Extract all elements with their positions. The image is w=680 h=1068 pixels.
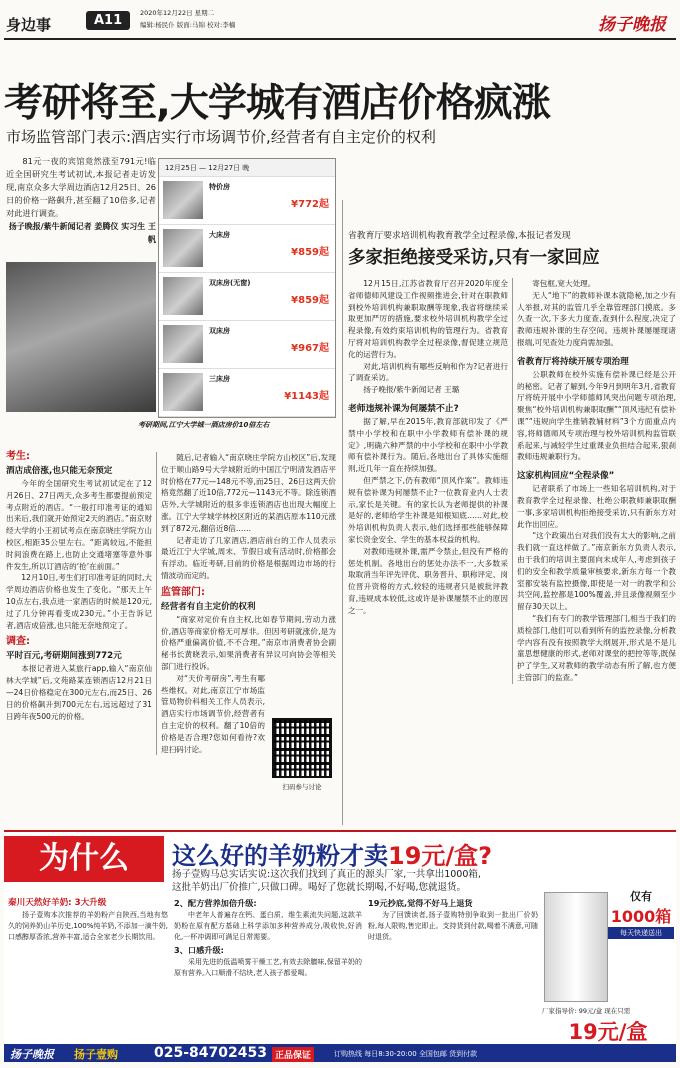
issue-date: 2020年12月22日 星期二 (140, 9, 215, 17)
story2-para: “这个政策出台对我们没有太大的影响,之前我们就一直这样做了。”南京新东方负责人表示,由于我们的培训主要面向未成年人,考虑到孩子们的安全和教学质量审核要求,新东方每一个教室都安装有监控摄像,即使是一对一的教学和公共空间,监控都是100%覆盖,并且录像视频至少留存30天以上。 (517, 531, 676, 612)
subhead-campaign: 省教育厅将持续开展专项治理 (517, 356, 629, 367)
story1-para: 对“天价考研房”,考生有哪些维权。对此,南京江宁市场监管局物价科相关工作人员表示,酒店实行市场调节价,经营者有自主定价的权利。翻了10倍的价格是否合理?您如何看待?欢迎扫码讨论。 (161, 673, 265, 754)
hotel-row[interactable] (159, 273, 335, 321)
footer-phone[interactable]: 025-84702453 (154, 1045, 267, 1061)
ad-column-3 (368, 896, 538, 943)
headline-subtitle: 市场监管部门表示:酒店实行市场调节价,经营者有自主定价的权利 (6, 128, 436, 146)
limited-badge (608, 888, 674, 939)
hotel-price-photo (6, 262, 156, 412)
story2-para: 公职教师在校外实施有偿补课已经是公开的秘密。记者了解到,今年9月到明年3月,省教育厅将统开展中小学师德师风突出问题专项治理,聚焦“校外培训机构兼职取酬”“顶风违纪有偿补课”“违规向学生推销教辅材料”3个方面重点内容,将师德师风专项治理与校外培训机构监管联系起来,与减轻学生过重课业负担结合起来,狠刹教师违规兼职行为。 (517, 369, 676, 462)
story2-byline: 扬子晚报/紫牛新闻记者 王璐 (363, 385, 460, 395)
ad-column-1 (8, 896, 168, 943)
page-number: A11 (86, 11, 130, 30)
footer-note: 订购热线 每日8:30-20:00 全国包邮 货到付款 (334, 1050, 478, 1058)
hotel-room-price: ¥772起 (291, 199, 329, 210)
story2-para: 据了解,早在2015年,教育部就印发了《严禁中小学校和在职中小学教师有偿补课的规定》,明确六种严禁的中小学校和在职中小学教师有偿补课行为。随后,各地出台了具体实施细则,近几年一直在持续加强。 (348, 416, 508, 474)
milk-ad[interactable] (4, 830, 676, 1062)
story2-para: 对此,培训机构有哪些反响和作为?记者进行了调查采访。 (348, 361, 508, 383)
story1-para: “商家对定价有自主权,比如春节期间,劳动力涨价,酒店等商家价格无可厚非。但因考研就涨价,是为价格严重偏离价值,不不合理。”南京市消费者协会副秘书长黄晓表示,如果消费者有异议可向协会等相关部门进行投诉。 (161, 614, 336, 671)
story2-para: 无人“地下”的教师补课本就隐秘,加之少有人举报,对其的监管几乎全靠管理部门摸底。多久查一次,下多大力度查,查到什么程度,决定了教师违规补课的生存空间。违规补课屡屡现诸报端,可见查处力度尚需加强。 (517, 290, 676, 347)
hotel-row[interactable] (159, 369, 335, 417)
ad-col2-text2: 采用先进的低温喷雾干燥工艺,有效去除膻味,保留羊奶的原有营养,入口顺滑不结块,老人孩子都爱喝。 (174, 958, 362, 977)
hotel-room-name: 大床房 (209, 231, 230, 239)
subhead-response: 这家机构回应“全程录像” (517, 471, 615, 482)
badge-shipping: 每天快递送出 (608, 927, 674, 939)
subhead-regulator: 监管部门: (161, 586, 205, 598)
ad-col1-text: 扬子壹购本次推荐的羊奶粉产自陕西,当地有悠久的饲养奶山羊历史,100%纯羊奶,不添加一滴牛奶,口感醇厚香浓,营养丰富,适合全家老少长期饮用。 (8, 911, 168, 941)
date-tab: 12月25日 — 12月27日 晚 (159, 159, 335, 177)
hotel-room-image (163, 181, 203, 219)
ad-column-2 (174, 896, 362, 979)
page-header (0, 0, 680, 44)
app-screenshot (158, 158, 336, 418)
footer-logo: 扬子晚报 (10, 1048, 54, 1061)
story1-para: 本报记者进入某旅行app,输入“南京仙林大学城”后,文苑路某连锁酒店12月21日—24日价格稳定在300元左右,而25日、26日的价格飙升到700元左右,远远超过了31日跨年夜500元的价格。 (6, 664, 152, 721)
ad-banner-price: 19元/盒? (388, 842, 493, 870)
header-rule (4, 38, 676, 40)
subhead-regulator-detail: 经营者有自主定价的权利 (161, 601, 256, 612)
story2-divider (342, 200, 343, 825)
page-title: 考研将至,大学城有酒店价格疯涨 (4, 81, 550, 126)
hotel-room-name: 特价房 (209, 183, 230, 191)
ad-strike-price: 厂家指导价: 99元/盒 现在只需 (542, 1007, 631, 1015)
story1-para: 今年的全国研究生考试初试定在了12月26日、27日两天,众多考生都要提前预定考点附近的酒店。“一般打印准考证的通知出来后,我们就开始预定2天的酒店。”南京财经大学的小王初试考点在南京晓庄学院方山校区,相距35公里左右。“距离较远,不能担时间浪费在路上,也防止交通堵塞等意外事件发生,所以订酒店的‘抢’在前面。” (6, 479, 152, 571)
hotel-room-image (163, 325, 203, 363)
hotel-room-name: 三床房 (209, 375, 230, 383)
story2-para: 记者联系了市场上一些知名培训机构,对于教育教学全过程录像、杜绝公职教师兼职取酬一事,多家培训机构拒绝接受采访,只有新东方对此作出回应。 (517, 484, 676, 529)
ad-banner-text: 这么好的羊奶粉才卖 (172, 842, 388, 870)
ad-col2-title2: 3、口感升级: (174, 945, 224, 955)
badge-qty: 1000箱 (610, 907, 672, 926)
footer-partner: 扬子壹购 (74, 1048, 118, 1061)
hotel-room-image (163, 229, 203, 267)
hotel-row[interactable] (159, 225, 335, 273)
lead-byline: 扬子晚报/紫牛新闻记者 姜腾仪 实习生 王帆 (8, 222, 156, 244)
lead-paragraph (6, 155, 156, 246)
subhead-examinees: 考生: (6, 451, 30, 462)
editor-credits: 编辑:杨民仆 版面:马锦 校对:李楠 (140, 21, 236, 29)
ad-col1-title: 秦川天然好羊奶: 3大升级 (8, 898, 107, 908)
story2-para: 对教师违规补课,需严令禁止,但没有严格的惩处机制。各地出台的惩处办法不一,大多数采取取消当年评先评优、职务晋升、职称评定、岗位晋升资格的方式,较轻的违规者只是被批评教育,违规成本较低,这或许是补课屡禁不止的原因之一。 (348, 546, 508, 615)
hotel-row[interactable] (159, 321, 335, 369)
ad-col3-title: 19元抄底,觉得不好马上退货 (368, 898, 473, 908)
ad-col3-text: 为了回馈读者,扬子壹购特别争取到一批出厂价奶粉,每人限购,售完即止。支持货到付款,喝着不满意,可随时退货。 (368, 911, 538, 941)
subhead-investigation-detail: 平时百元,考研期间涨到772元 (6, 651, 122, 662)
ad-big-price: 19元/盒 (568, 1020, 648, 1044)
section-name: 身边事 (6, 16, 52, 34)
hotel-list (159, 177, 335, 417)
story1-col2 (156, 452, 336, 755)
ad-tagline-2: 这批羊奶出厂价推广,只做口碑。喝好了您就长期喝,不好喝,您就退货。 (172, 882, 467, 893)
badge-only: 仅有 (630, 890, 652, 903)
story2-col1 (348, 278, 508, 617)
hotel-room-name: 双床房(无窗) (209, 279, 251, 287)
paper-logo: 扬子晚报 (598, 15, 666, 35)
story1-para: 12月10日,考生们打印准考证的同时,大学周边酒店价格也发生了变化。“那天上午10点左右,我点进一家酒店的时候是120元,过了几分钟再看变成230元。”小王告诉记者,酒店成倍涨,也只能无奈地预定了。 (6, 573, 152, 630)
story2-para: “我们有专门的教学管理部门,相当于我们的质检部门,他们可以看到所有的监控录像,分析教学内容有没有按照教学大纲展开,形式是不是儿童思想健康的形式,老师对课堂的把控等等,既保护了学生,又对教师的教学动态有所了解,也方便主管部门的监查。” (517, 613, 676, 682)
qr-caption: 扫码参与讨论 (282, 783, 322, 791)
lead-text: 81元一夜的宾馆竟然涨至791元!临近全国研究生考试初试,本报记者走访发现,南京众多大学周边酒店12月25日、26日的价格一路飙升,甚至翻了10倍多,记者对此进行调查。 (6, 156, 156, 218)
footer-badge: 正品保证 (272, 1047, 314, 1062)
story1-para: 随后,记者输入“南京晓庄学院方山校区”后,发现位于顺山路9号大学城附近的中国江宁明清发酒店平时价格在77元—148元不等,而25日、26日这两天价格竟然翻了近10倍,772元—1143元不等。除连锁酒店外,大学城附近的很多非连锁酒店也出现大幅度上涨。江宁大学城学林校区附近的某酒店原本110元涨到了872元,翻倍近8倍…… (161, 453, 336, 533)
product-image (544, 892, 608, 1002)
story2-col2 (512, 278, 676, 684)
story2-headline: 多家拒绝接受采访,只有一家回应 (348, 248, 600, 268)
hotel-row[interactable] (159, 177, 335, 225)
subhead-investigation: 调查: (6, 636, 30, 648)
hotel-room-price: ¥967起 (291, 343, 329, 354)
hotel-room-price: ¥859起 (291, 295, 329, 306)
subhead-tutoring: 老师违规补课为何屡禁不止? (348, 403, 459, 414)
ad-col2-title: 2、配方营养加倍升级: (174, 898, 257, 908)
story1-para: 记者走访了几家酒店,酒店前台的工作人员表示最近江宁大学城,周末、节假日或有活动时,价格都会有浮动。临近考研,目前的价格是根据周边市场的行情波动而定的。 (161, 535, 336, 580)
hotel-room-price: ¥1143起 (284, 391, 329, 402)
story2-para: 12月15日,江苏省教育厅召开2020年度全省师德师风建设工作视频推进会,针对在职教师到校外培训机构兼职取酬等现象,我省将继续采取更加严厉的措施,要求校外培训机构教学全过程录像,有效约束培训机构的管理行为。省教育厅将对培训机构教学全过程录像,督促建立规范化的运营行为。 (348, 279, 508, 359)
story1-col1 (6, 450, 152, 722)
hotel-room-name: 双床房 (209, 327, 230, 335)
subhead-examinees-detail: 酒店成倍涨,也只能无奈预定 (6, 466, 113, 476)
qr-code[interactable] (272, 718, 332, 778)
story2-kicker: 省教育厅要求培训机构教育教学全过程录像,本报记者发现 (348, 231, 571, 241)
hotel-room-image (163, 277, 203, 315)
hotel-room-image (163, 373, 203, 411)
ad-col2-text: 中老年人普遍存在钙、蛋白质、维生素流失问题,这款羊奶粉在原有配方基础上科学添加多种营养成分,吸收快,好消化,一杯冲调即可满足日常需要。 (174, 911, 362, 941)
photo-caption: 考研期间,江宁大学城一酒店房价10倍左右 (138, 421, 270, 429)
story2-para: 寄包框,宽大处理。 (532, 279, 596, 288)
ad-footer (4, 1044, 676, 1062)
ad-tagline-1: 扬子壹购马总实话实说:这次我们找到了真正的源头厂家,一共拿出1000箱, (172, 869, 481, 880)
hotel-room-price: ¥859起 (291, 247, 329, 258)
story2-para: 但严禁之下,仍有教师“顶风作案”。教师违规有偿补课为何屡禁不止?一位教育业内人士表示,家长是关键。有的家长认为老师提供的补课是好的,老师给学生补课是知根知底……对此,校外培训机构负责人表示,他们选择那些能够保障家长资金安全、学生的基本权益的机构。 (348, 475, 508, 544)
ad-banner-left: 为什么 (4, 836, 164, 882)
